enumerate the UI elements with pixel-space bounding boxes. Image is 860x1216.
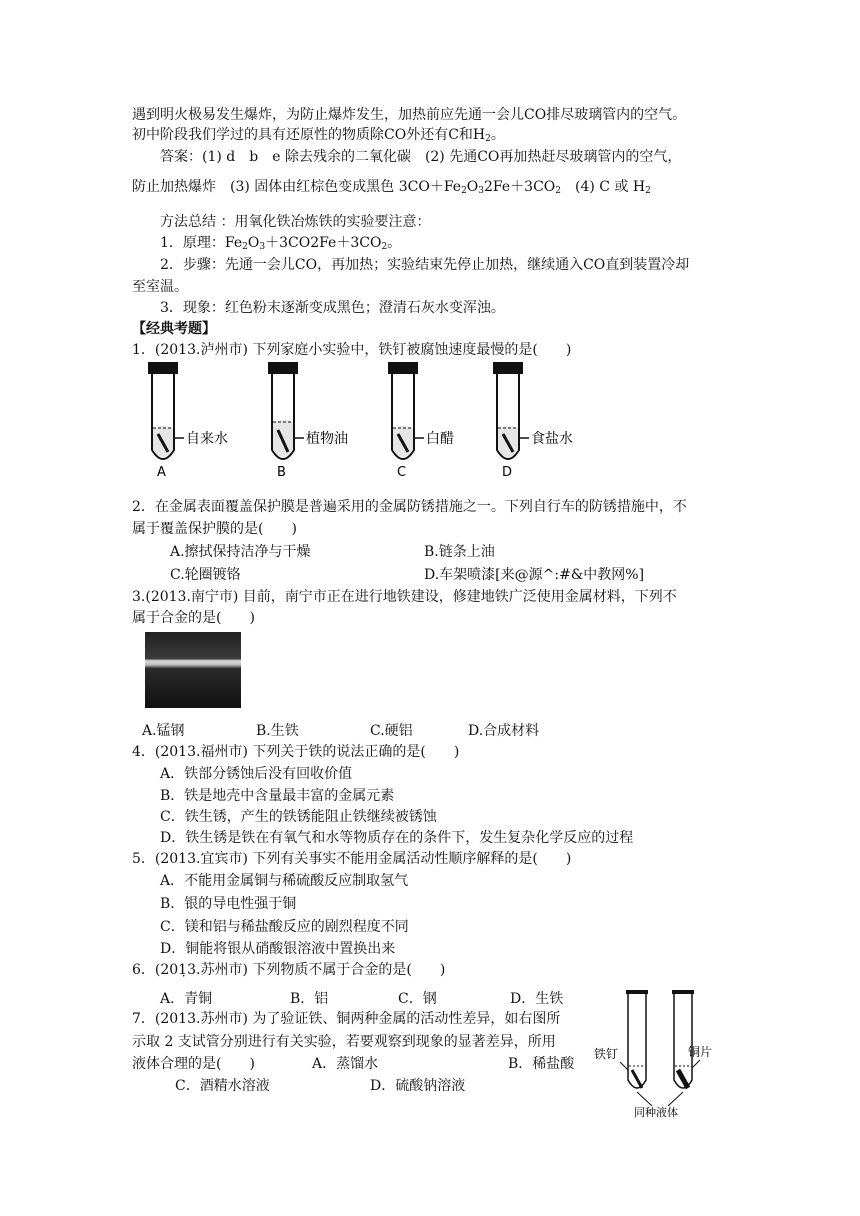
q6-option-c: C．钢	[398, 991, 437, 1007]
q7-stem-3: 液体合理的是( )	[132, 1056, 255, 1072]
same-liquid-label: 同种液体	[634, 1106, 678, 1118]
q2-stem-2: 属于覆盖保护膜的是( )	[132, 521, 297, 537]
tube-a-letter: A	[157, 465, 166, 480]
q5-option-c: C．镁和铝与稀盐酸反应的剧烈程度不同	[160, 919, 409, 935]
tube-c-letter: C	[397, 465, 407, 480]
q1-stem: 1．(2013.泸州市) 下列家庭小实验中，铁钉被腐蚀速度最慢的是( )	[132, 342, 572, 358]
q7-option-d: D．硫酸钠溶液	[370, 1078, 466, 1094]
summary-title: 方法总结 ：用氧化铁冶炼铁的实验要注意：	[160, 214, 431, 230]
q4-option-b: B．铁是地壳中含量最丰富的金属元素	[160, 788, 395, 804]
q4-stem: 4．(2013.福州市) 下列关于铁的说法正确的是( )	[132, 744, 460, 760]
q7-option-c: C．酒精水溶液	[175, 1078, 270, 1094]
iron-nail-tube	[626, 990, 648, 1088]
tube-b-label: 植物油	[306, 431, 348, 447]
summary-steps-2: 至室温。	[132, 279, 188, 295]
copper-sheet-label: 铜片	[688, 1045, 713, 1059]
q7-test-tubes-figure	[592, 988, 717, 1118]
q2-option-c: C.轮圈镀铬	[170, 567, 241, 583]
q6-stem: 6．(201̣​3.苏州市) 下列物质不属于合金的是( )	[132, 962, 446, 978]
section-title: 【经典考题】	[132, 321, 216, 337]
answer-line-2: 防止加热爆炸 (3) 固体由红棕色变成黑色 $3CO+Fe_2O_32Fe+3CO_2$ (4) C 或 $H_2$	[132, 179, 651, 196]
q2-option-d: D.车架喷漆[来@源^:#&中教网%]	[424, 567, 645, 583]
tube-c-label: 白醋	[426, 431, 454, 447]
subway-photo	[145, 632, 241, 708]
intro-line-1: 遇到明火极易发生爆炸，为防止爆炸发生，加热前应先通一会儿CO排尽玻璃管内的空气。	[132, 107, 687, 123]
q3-option-a: A.锰钢	[142, 723, 185, 739]
q7-option-a: A．蒸馏水	[312, 1056, 379, 1072]
q5-option-d: D．铜能将银从硝酸银溶液中置换出来	[160, 941, 396, 957]
q4-option-a: A．铁部分锈蚀后没有回收价值	[160, 766, 353, 782]
tube-b-letter: B	[277, 465, 286, 480]
intro-line-2: 初中阶段我们学过的具有还原性的物质除CO外还有C和$H_2$。	[132, 127, 505, 144]
q3-option-d: D.合成材料	[468, 723, 540, 739]
iron-nail-label: 铁钉	[594, 1047, 619, 1061]
summary-phenomenon: 3．现象：红色粉末逐渐变成黑色；澄清石灰水变浑浊。	[160, 300, 505, 316]
q7-stem-2: 示取 2 支试管分别进行有关实验，若要观察到现象的显著差异，所用	[132, 1034, 556, 1050]
tube-c	[388, 362, 424, 459]
answer-line-1: 答案：(1) d b e 除去残余的二氧化碳 (2) 先通CO再加热赶尽玻璃管内的空气，	[160, 149, 682, 165]
q3-stem-1: 3.(2013.南宁市) 目前，南宁市正在进行地铁建设，修建地铁广泛使用金属材料，下列不	[132, 589, 677, 605]
q2-option-a: A.擦拭保持洁净与干燥	[170, 544, 311, 560]
q1-test-tubes-figure	[140, 360, 600, 480]
q6-option-a: A．青铜	[160, 991, 213, 1007]
q6-option-d: D．生铁	[510, 991, 564, 1007]
q2-option-b: B.链条上油	[424, 544, 495, 560]
q6-option-b: B．铝	[290, 991, 329, 1007]
q7-stem-1: 7．(2013.苏州市) 为了验证铁、铜两种金属的活动性差异，如右图所	[132, 1011, 561, 1027]
tube-d-letter: D	[502, 465, 513, 480]
q5-option-b: B．银的导电性强于铜	[160, 896, 297, 912]
summary-steps-1: 2．步骤：先通一会儿CO，再加热；实验结束先停止加热，继续通入CO直到装置冷却	[160, 257, 690, 273]
q7-option-b: B．稀盐酸	[508, 1056, 575, 1072]
tube-d	[493, 362, 529, 459]
q4-option-d: D．铁生锈是铁在有氧气和水等物质存在的条件下，发生复杂化学反应的过程	[160, 830, 634, 846]
q2-stem-1: 2．在金属表面覆盖保护膜是普遍采用的金属防锈措施之一。下列自行车的防锈措施中，不	[132, 499, 687, 515]
copper-sheet-tube	[672, 990, 694, 1088]
summary-principle: 1．原理：$Fe_2O_3+3CO2Fe+3CO_2$。	[160, 235, 402, 252]
q5-option-a: A．不能用金属铜与稀硫酸反应制取氢气	[160, 873, 409, 889]
q3-option-b: B.生铁	[256, 723, 299, 739]
tube-d-label: 食盐水	[531, 431, 573, 447]
tube-a-label: 自来水	[186, 431, 228, 447]
q3-option-c: C.硬铝	[370, 723, 413, 739]
q4-option-c: C．铁生锈，产生的铁锈能阻止铁继续被锈蚀	[160, 809, 437, 825]
tube-b	[268, 362, 304, 459]
q3-stem-2: 属于合金的是( )	[132, 610, 255, 626]
tube-a	[148, 362, 184, 459]
q5-stem: 5．(2013.宜宾市) 下列有关事实不能用金属活动性顺序解释的是( )	[132, 851, 572, 867]
